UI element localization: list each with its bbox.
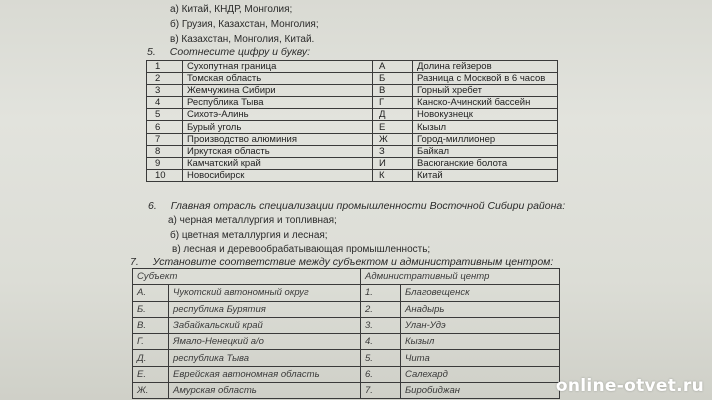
q4-option-b: б) Грузия, Казахстан, Монголия; (170, 19, 319, 30)
q7-header-subject: Субъект (133, 269, 361, 285)
q5-row (147, 121, 558, 133)
q5-row-right: Канско-Ачинский бассейн (413, 97, 558, 109)
q5-row-left: Иркутская область (183, 145, 373, 157)
q5-row-left: Новосибирск (183, 169, 373, 181)
q5-row-number: 7 (147, 133, 183, 145)
q7-row-letter: А. (133, 285, 169, 301)
q7-row-center: Чита (401, 350, 560, 366)
q5-row-number: 6 (147, 121, 183, 133)
q5-row-letter: В (373, 85, 413, 97)
q5-row-letter: Д (373, 109, 413, 121)
q5-heading (147, 46, 310, 58)
q5-row (147, 61, 558, 73)
q7-row-center: Улан-Удэ (401, 317, 560, 333)
q7-number: 7. (130, 256, 139, 268)
q6-title: Главная отрасль специализации промышленности Восточной Сибири района: (170, 200, 566, 212)
q5-row-right: Город-миллионер (413, 133, 558, 145)
q7-title: Установите соответствие между субъектом и административным центром: (152, 256, 554, 268)
q7-row-center: Благовещенск (401, 285, 560, 301)
q5-row-number: 4 (147, 97, 183, 109)
q5-row (147, 85, 558, 97)
q7-row-subject: Амурская область (169, 383, 361, 399)
q5-row (147, 97, 558, 109)
q5-row-number: 5 (147, 109, 183, 121)
q7-row (133, 366, 560, 382)
q7-row-number: 7. (361, 383, 401, 399)
q5-row-right: Китай (413, 169, 558, 181)
q5-row-right: Васюганские болота (413, 157, 558, 169)
q7-row-number: 5. (361, 350, 401, 366)
q7-row (133, 285, 560, 301)
q7-header-center: Административный центр (361, 269, 560, 285)
q5-row-left: Сихотэ-Алинь (183, 109, 373, 121)
q5-row-letter: И (373, 157, 413, 169)
q7-row-number: 4. (361, 334, 401, 350)
q5-row-number: 10 (147, 169, 183, 181)
q7-matching-table (132, 268, 560, 399)
q7-row (133, 350, 560, 366)
q7-row-center: Салехард (401, 366, 560, 382)
q5-row (147, 169, 558, 181)
q7-row-center: Биробиджан (401, 383, 560, 399)
q7-row (133, 334, 560, 350)
q5-row-left: Республика Тыва (183, 97, 373, 109)
q6-option-c: в) лесная и деревообрабатывающая промышленность; (172, 244, 431, 255)
q7-row-center: Кызыл (401, 334, 560, 350)
q7-row-letter: Е. (133, 366, 169, 382)
q7-row-subject: Забайкальский край (169, 317, 361, 333)
q5-row-left: Жемчужина Сибири (183, 85, 373, 97)
q7-row-number: 1. (361, 285, 401, 301)
q5-row (147, 109, 558, 121)
q5-row-number: 2 (147, 73, 183, 85)
q6-number: 6. (148, 200, 157, 212)
q5-row-left: Томская область (183, 73, 373, 85)
q5-row-letter: К (373, 169, 413, 181)
q7-row-letter: Ж. (133, 383, 169, 399)
q5-row-right: Новокузнецк (413, 109, 558, 121)
q7-row-number: 6. (361, 366, 401, 382)
q7-row-number: 3. (361, 317, 401, 333)
q5-row-left: Бурый уголь (183, 121, 373, 133)
q5-row-left: Сухопутная граница (183, 61, 373, 73)
q5-row (147, 133, 558, 145)
q5-row-number: 3 (147, 85, 183, 97)
q5-row-number: 8 (147, 145, 183, 157)
q7-heading (130, 256, 553, 268)
q6-option-b: б) цветная металлургия и лесная; (170, 230, 328, 241)
q7-row-subject: республика Бурятия (169, 301, 361, 317)
q5-row-right: Долина гейзеров (413, 61, 558, 73)
q5-row-letter: Ж (373, 133, 413, 145)
q5-row (147, 145, 558, 157)
q7-header-row (133, 269, 560, 285)
q5-row (147, 157, 558, 169)
q7-row-subject: Еврейская автономная область (169, 366, 361, 382)
q7-row (133, 383, 560, 399)
q5-row-right: Разница с Москвой в 6 часов (413, 73, 558, 85)
q5-number: 5. (147, 46, 156, 58)
site-watermark: online-otvet.ru (555, 376, 704, 396)
q7-row-subject: республика Тыва (169, 350, 361, 366)
q5-row-right: Кызыл (413, 121, 558, 133)
q7-row-letter: Б. (133, 301, 169, 317)
q7-row-letter: Г. (133, 334, 169, 350)
q7-row-center: Анадырь (401, 301, 560, 317)
q5-row-letter: З (373, 145, 413, 157)
q5-row-letter: Г (373, 97, 413, 109)
q7-row-letter: Д. (133, 350, 169, 366)
q7-row-subject: Чукотский автономный округ (169, 285, 361, 301)
q4-option-a: а) Китай, КНДР, Монголия; (170, 4, 293, 15)
q5-row-number: 1 (147, 61, 183, 73)
q4-option-c: в) Казахстан, Монголия, Китай. (170, 34, 315, 45)
q5-row-right: Горный хребет (413, 85, 558, 97)
q7-row-letter: В. (133, 317, 169, 333)
q6-heading (148, 200, 565, 212)
q7-row (133, 317, 560, 333)
q5-row-letter: Б (373, 73, 413, 85)
q7-row-subject: Ямало-Ненецкий а/о (169, 334, 361, 350)
q5-row-number: 9 (147, 157, 183, 169)
q6-option-a: а) черная металлургия и топливная; (168, 215, 337, 226)
q5-row-left: Производство алюминия (183, 133, 373, 145)
q5-title: Соотнесите цифру и букву: (169, 46, 311, 58)
q5-row-right: Байкал (413, 145, 558, 157)
q7-row (133, 301, 560, 317)
q5-row-left: Камчатский край (183, 157, 373, 169)
q5-row-letter: Е (373, 121, 413, 133)
q5-row-letter: А (373, 61, 413, 73)
q5-matching-table (146, 60, 558, 182)
q7-row-number: 2. (361, 301, 401, 317)
q5-row (147, 73, 558, 85)
